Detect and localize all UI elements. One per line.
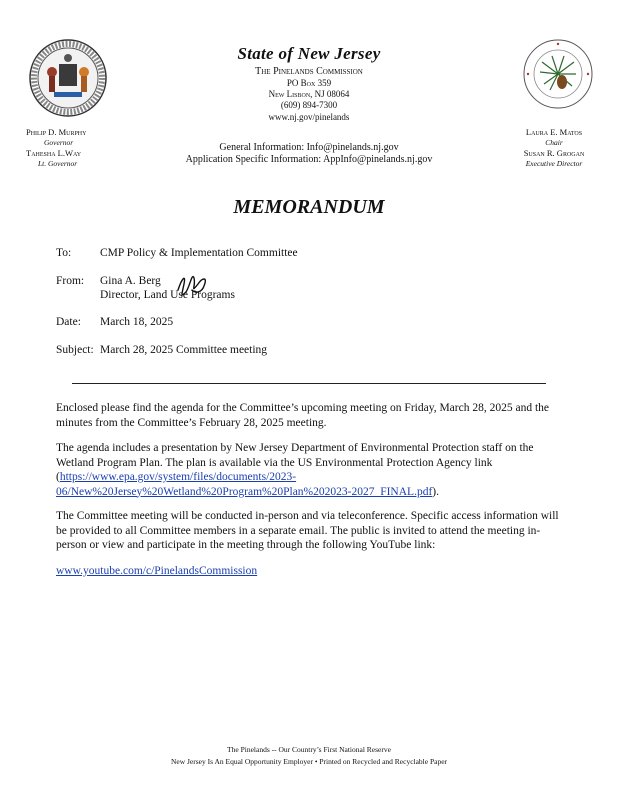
general-info-email: General Information: Info@pinelands.nj.gov <box>219 142 399 153</box>
paragraph-presentation <box>56 441 568 499</box>
governor-name: Philip D. Murphy <box>26 127 87 137</box>
presentation-text: The agenda includes a presentation by New Jersey Department of Environmental Protection staff on the Wetland Program Plan. The plan is available via the US Environmental Protection Agency link ( <box>56 442 534 483</box>
website: www.nj.gov/pinelands <box>268 112 350 122</box>
date-label: Date: <box>56 316 81 328</box>
city-address: New Lisbon, NJ 08064 <box>268 89 350 99</box>
from-name: Gina A. Berg <box>100 275 161 287</box>
chair-role: Chair <box>545 137 563 147</box>
subject-value: March 28, 2025 Committee meeting <box>100 344 268 356</box>
to-label: To: <box>56 247 72 259</box>
paragraph-meeting: The Committee meeting will be conducted in-person and via teleconference. Specific access information will be provided to all Committee members in a separate email. The public is invited to attend the meeting in-person or view and participate in the meeting through the following YouTube link: <box>56 510 559 551</box>
date-value: March 18, 2025 <box>100 316 174 328</box>
from-title: Director, Land Use Programs <box>100 289 235 301</box>
youtube-link[interactable]: www.youtube.com/c/PinelandsCommission <box>56 565 258 577</box>
chair-name: Laura E. Matos <box>525 127 583 137</box>
lt-governor-name: Tahesha L.Way <box>26 148 82 158</box>
presentation-end: ). <box>432 485 439 498</box>
from-label: From: <box>56 275 85 287</box>
to-value: CMP Policy & Implementation Committee <box>100 247 298 259</box>
epa-plan-link[interactable]: https://www.epa.gov/system/files/documents/2023- 06/New%20Jersey%20Wetland%20Program%20Plan%202023-2027_FINAL.pdf <box>56 471 433 498</box>
application-info-email: Application Specific Information: AppInfo@pinelands.nj.gov <box>185 154 433 165</box>
divider <box>72 383 546 384</box>
director-name: Susan R. Grogan <box>523 148 585 158</box>
governor-role: Governor <box>44 137 74 147</box>
memo-title: MEMORANDUM <box>233 196 385 218</box>
phone-number: (609) 894-7300 <box>280 100 338 110</box>
paragraph-agenda: Enclosed please find the agenda for the Committee’s upcoming meeting on Friday, March 28, 2025 and the minutes from the Committee’s February 28, 2025 meeting. <box>56 402 549 429</box>
footer-employer: New Jersey Is An Equal Opportunity Employer • Printed on Recycled and Recyclable Paper <box>170 757 448 766</box>
lt-governor-role: Lt. Governor <box>38 158 78 168</box>
director-role: Executive Director <box>525 158 583 168</box>
po-box: PO Box 359 <box>286 78 332 88</box>
subject-label: Subject: <box>56 344 94 356</box>
agency-name: The Pinelands Commission <box>255 66 363 77</box>
state-title: State of New Jersey <box>237 44 381 63</box>
signature <box>172 264 212 302</box>
footer-reserve: The Pinelands -- Our Country’s First National Reserve <box>227 745 391 754</box>
